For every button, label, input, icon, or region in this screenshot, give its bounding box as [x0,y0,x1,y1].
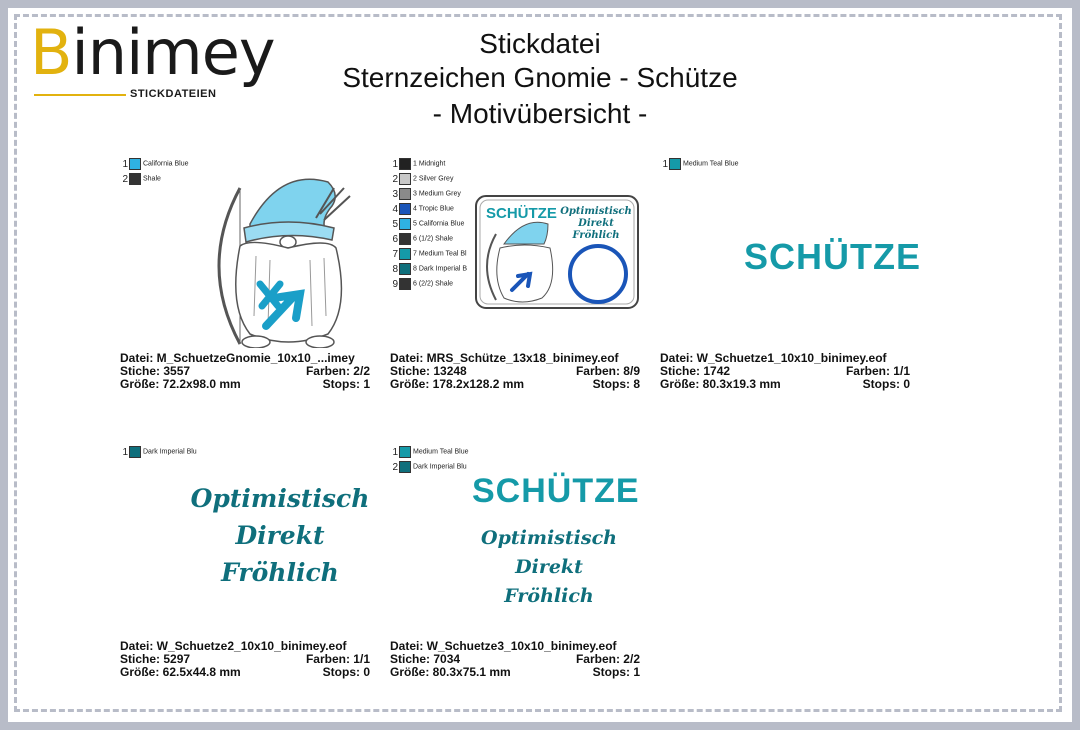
design-size: Größe: 80.3x19.3 mm [660,377,781,391]
script-text [190,480,370,591]
legend-row: 6 6 (1/2) Shale [392,233,454,245]
thread-swatch [399,263,411,275]
script-text [474,524,624,611]
stitch-count: Stiche: 1742 [660,364,731,378]
legend-row: 4 4 Tropic Blue [392,203,454,215]
stop-count: Stops: 0 [862,377,910,391]
script-line: Optimistisch [481,527,617,549]
thread-legend [390,158,467,293]
stitch-count: Stiche: 13248 [390,364,467,378]
motif-card-4[interactable] [120,446,380,686]
design-size: Größe: 62.5x44.8 mm [120,665,241,679]
color-count: Farben: 8/9 [575,364,640,378]
legend-row: 3 3 Medium Grey [392,188,461,200]
stitch-count: Stiche: 7034 [390,652,461,666]
page-title: Stickdatei [479,28,601,59]
file-info [390,352,640,391]
legend-row: 1 Medium Teal Blue [392,446,469,458]
design-size: Größe: 72.2x98.0 mm [120,377,241,391]
file-info [390,640,640,679]
thread-swatch [399,248,411,260]
thread-swatch [399,446,411,458]
motif-card-5[interactable] [390,446,650,686]
page-subtitle: Sternzeichen Gnomie - Schütze [342,62,738,93]
file-name: Datei: M_SchuetzeGnomie_10x10_...imey [120,351,355,365]
legend-row: 5 5 California Blue [392,218,465,230]
script-line: Fröhlich [504,585,594,607]
color-count: Farben: 1/1 [305,652,370,666]
legend-row: 2 Shale [122,173,161,185]
thread-swatch [669,158,681,170]
thread-swatch [129,173,141,185]
file-name: Datei: W_Schuetze2_10x10_binimey.eof [120,639,347,653]
motif-card-1[interactable] [120,158,380,398]
script-line: Direkt [515,556,583,578]
patch-illustration [474,194,640,310]
stitch-count: Stiche: 5297 [120,652,191,666]
script-line: Fröhlich [221,558,339,587]
legend-row: 1 California Blue [122,158,189,170]
color-count: Farben: 2/2 [305,364,370,378]
thread-swatch [399,218,411,230]
stop-count: Stops: 0 [322,665,370,679]
file-info [660,352,910,391]
thread-legend [660,158,739,173]
patch-word: SCHÜTZE [486,205,557,222]
legend-row: 9 6 (2/2) Shale [392,278,454,290]
color-count: Farben: 1/1 [845,364,910,378]
thread-legend [120,158,189,188]
thread-swatch [399,461,411,473]
patch-script-2: Direkt [578,218,614,229]
thread-swatch [399,233,411,245]
script-line: Optimistisch [190,484,370,513]
file-info [120,352,370,391]
binimey-logo [30,16,275,108]
file-name: Datei: W_Schuetze1_10x10_binimey.eof [660,351,887,365]
word-schuetze: SCHÜTZE [472,472,640,510]
color-count: Farben: 2/2 [575,652,640,666]
legend-row: 8 8 Dark Imperial B [392,263,468,275]
patch-script-1: Optimistisch [560,206,632,217]
script-line: Direkt [235,521,325,550]
file-info [120,640,370,679]
gnome-archer-illustration [210,166,370,348]
thread-swatch [399,158,411,170]
logo-subtitle: STICKDATEIEN [130,88,217,100]
stop-count: Stops: 1 [322,377,370,391]
thread-swatch [399,173,411,185]
word-schuetze: SCHÜTZE [744,236,921,277]
legend-row: 1 Dark Imperial Blu [122,446,197,458]
legend-row: 1 Medium Teal Blue [662,158,739,170]
thread-swatch [129,158,141,170]
thread-legend [390,446,469,476]
stitch-count: Stiche: 3557 [120,364,191,378]
logo-needle-line [34,94,126,96]
logo-wordmark: Binimey [30,16,275,89]
motif-card-2[interactable] [390,158,650,398]
file-name: Datei: MRS_Schütze_13x18_binimey.eof [390,351,619,365]
thread-swatch [399,278,411,290]
legend-row: 7 7 Medium Teal Bl [392,248,467,260]
thread-legend [120,446,197,461]
file-name: Datei: W_Schuetze3_10x10_binimey.eof [390,639,617,653]
legend-row: 1 1 Midnight [392,158,446,170]
legend-row: 2 Dark Imperial Blu [392,461,467,473]
motif-card-3[interactable] [660,158,920,398]
stop-count: Stops: 8 [592,377,640,391]
legend-row: 2 2 Silver Grey [392,173,454,185]
design-size: Größe: 80.3x75.1 mm [390,665,511,679]
stop-count: Stops: 1 [592,665,640,679]
thread-swatch [399,203,411,215]
thread-swatch [129,446,141,458]
thread-swatch [399,188,411,200]
design-size: Größe: 178.2x128.2 mm [390,377,525,391]
patch-script-3: Fröhlich [572,230,620,241]
page-subtitle-overview: - Motivübersicht - [432,98,648,129]
